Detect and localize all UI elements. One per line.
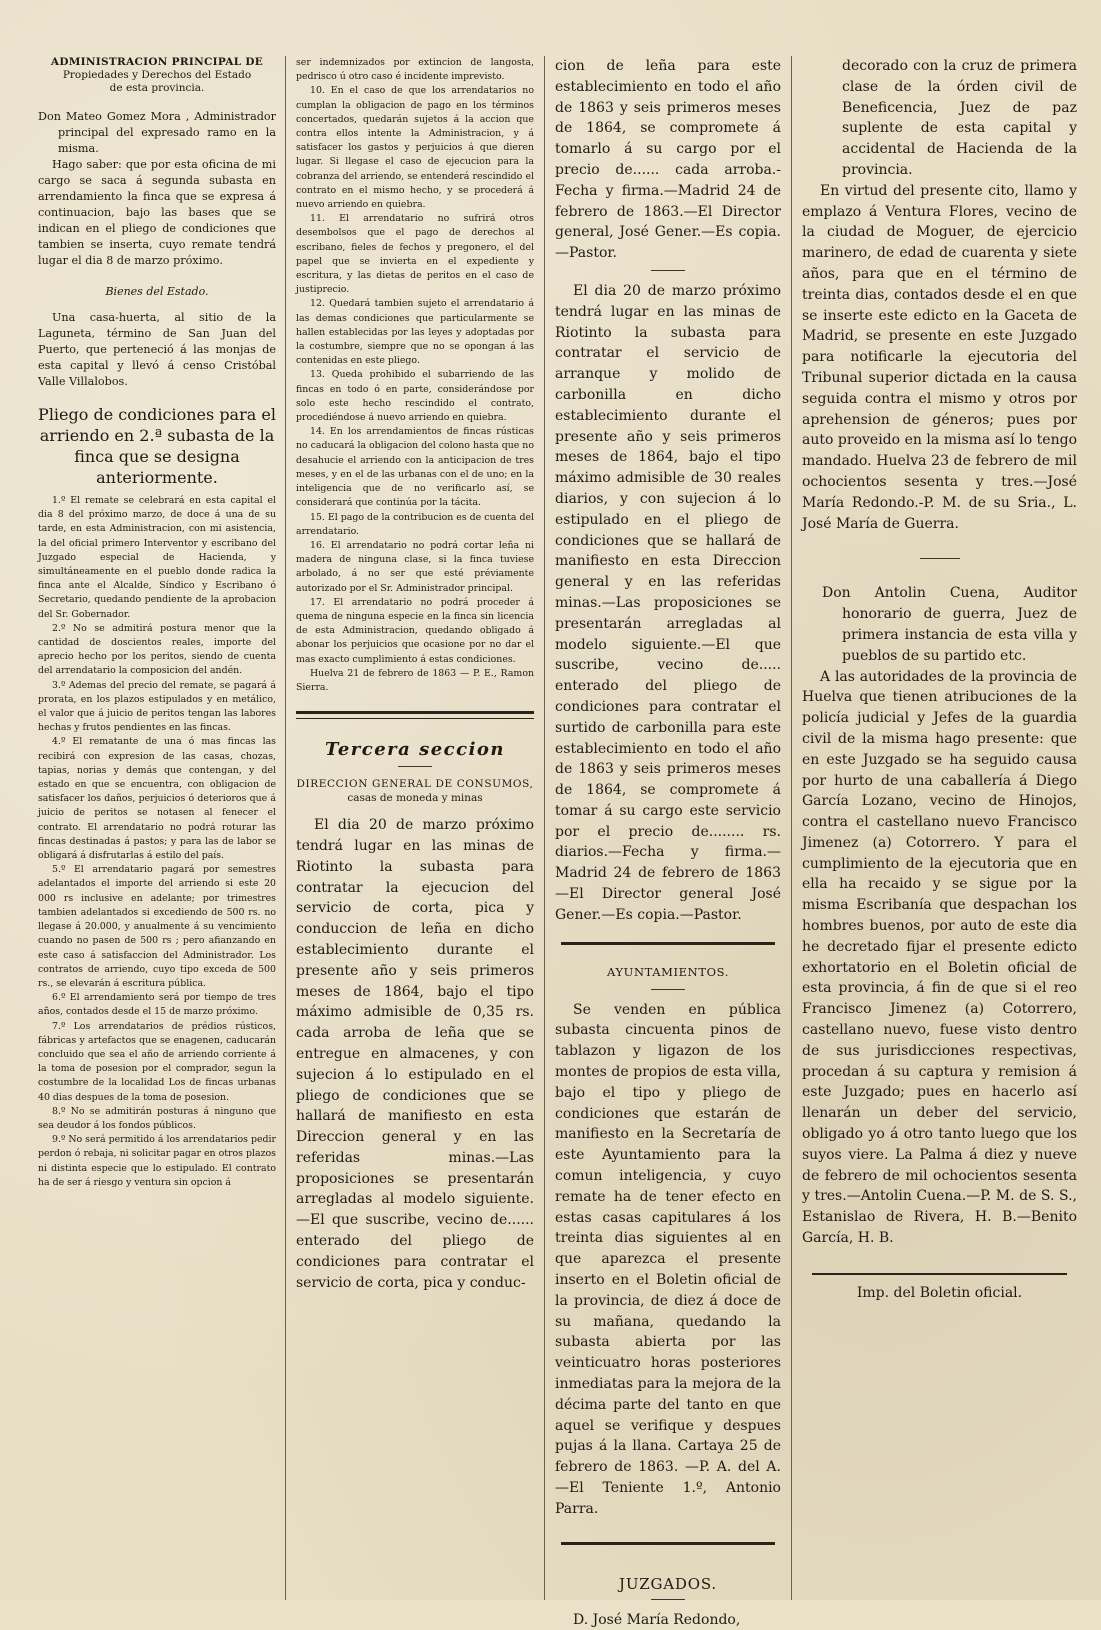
property-block (38, 310, 276, 390)
clause: 8.º No se admitirán posturas á ninguno que sea deudor á los fondos públicos. (38, 1105, 276, 1131)
notice-continuation (555, 56, 781, 264)
clause: 14. En los arrendamientos de fincas rústicas no caducará la obligacion del colono hasta que no desahucie el arriendo con la anticipacion de tres meses, y en el de las urbanas con el de uno; en la inteligencia que de no verificarlo así, se considerará que continúa por la tácita. (296, 426, 534, 509)
short-divider (920, 558, 960, 559)
clause: 9.º No será permitido á los arrendatarios pedir perdon ó rebaja, ni solicitar pagar en otros plazos ni distinta especie que lo estipulado. El contrato ha de ser á riesgo y ventura sin opcion á (38, 1134, 276, 1188)
department-title (296, 777, 534, 805)
clause: 17. El arrendatario no podrá proceder á quema de ninguna especie en la finca sin licencia de esta Administracion, quedando obligado á abonar los perjuicios que ocasione por no dar el mas exacto cumplimiento á estas condiciones. (296, 596, 534, 665)
redondo-title: decorado con la cruz de primera clase de la órden civil de Beneficencia, Juez de paz suplente de esta capital y accidental de Hacienda de la provincia. (842, 58, 1077, 178)
clause: 5.º El arrendatario pagará por semestres adelantados el importe del arriendo si este 20 000 rs inclusive en adelante; por trimestres tambien adelantados si excediendo de 500 rs. no llegase á 20.000, y anualmente á su vencimiento cuando no pasen de 500 rs ; pero afianzando en este caso á satisfaccion del Administrador. Los contratos de arriendo, cuyo tipo exceda de 500 rs., se elevarán á escritura pública. (38, 864, 276, 989)
intro-name: Don Mateo Gomez Mora , Administrador principal del expresado ramo en la misma. (38, 110, 276, 155)
column-3 (544, 56, 791, 1628)
pliego-title: Pliego de condiciones para el arriendo en 2.ª subasta de la finca que se designa anteriormente. (38, 405, 276, 487)
section-divider (561, 1542, 775, 1545)
column-2 (285, 56, 544, 1600)
redondo-notice (802, 56, 1077, 534)
carbonilla-text: El dia 20 de marzo próximo tendrá lugar en las minas de Riotinto la subasta para contratar el servicio de arranque y molido de carbonilla en dicho establecimiento durante el presente año y seis primeros meses de 1864, bajo el tipo máximo admisible de 30 reales diarios, y con sujecion á lo estipulado en el pliego de condiciones que se hallará de manifiesto en esta Direccion general y en las referidas minas.—Las proposiciones se presentarán arregladas al modelo siguiente.—El que suscribe, vecino de..... enterado del pliego de condiciones para contratar el surtido de carbonilla para este establecimiento en todo el año de 1863 y seis primeros meses de 1864, se compromete á tomar á su cargo este servicio por el precio de........ rs. diarios.—Fecha y firma.—Madrid 24 de febrero de 1863 —El Director general José Gener.—Es copia.—Pastor. (555, 282, 781, 923)
end-divider (812, 1273, 1067, 1275)
carbonilla-notice (555, 281, 781, 926)
juzgados-text: D. José María Redondo, (573, 1611, 741, 1628)
property-text: Una casa-huerta, al sitio de la Laguneta, término de San Juan del Puerto, que perteneció á las monjas de esta capital y llevó á censo Cristóbal Valle Villalobos. (38, 311, 276, 388)
clause: 16. El arrendatario no podrá cortar leña ni madera de ninguna clase, si la finca tuviese arbolado, á no ser que esté préviamente autorizado por el Sr. Administrador principal. (296, 539, 534, 594)
clause: 3.º Ademas del precio del remate, se pagará á prorata, en los plazos estipulados y en metálico, el valor que á juicio de peritos tengan las labores hechas y frutos pendientes en las fincas. (38, 679, 276, 734)
clause: 11. El arrendatario no sufrirá otros desembolsos que el pago de derechos al escribano, fieles de fechos y pregonero, el del papel que se invierta en el expediente y escritura, y las dietas de peritos en el caso de justiprecio. (296, 213, 534, 296)
ayuntamientos-title: AYUNTAMIENTOS. (607, 964, 729, 979)
intro (38, 109, 276, 269)
continuation-text: cion de leña para este establecimiento en todo el año de 1863 y seis primeros meses de 1864, se compromete á tomarlo á su cargo por el precio de...... cada arroba.-Fecha y firma.—Madrid 24 de febrero de 1863.—El Director general, José Gener.—Es copia.—Pastor. (555, 58, 781, 262)
columns (38, 56, 1077, 1628)
clauses-col1 (38, 494, 276, 1190)
cuena-text: A las autoridades de la provincia de Huelva que tienen atribuciones de la policía judicial y Jefes de la guardia civil de la misma hago presente: que en este Juzgado se ha seguido causa por hurto de una caballería á Diego García Lozano, vecino de Hinojos, contra el castellano nuevo Francisco Jimenez (a) Cotorrero. Y para el cumplimiento de la ejecutoria que en ella ha recaido y se sigue por la misma Escribanía que despachan los hombres buenos, por auto de este dia he decretado fijar el presente edicto exhortatorio en el Boletin oficial de esta provincia, á fin de que si el reo Francisco Jimenez (a) Cotorrero, castellano nuevo, fuese visto dentro de sus jurisdicciones respectivas, procedan á su captura y remision á este Juzgado; pues en hacerlo así llenarán un deber del servicio, obligado yo á otro tanto luego que los suyos viere. La Palma á diez y nueve de febrero de mil ochocientos sesenta y tres.—Antolin Cuena.—P. M. de S. S., Estanislao de Rivera, H. B.—Benito García, H. B. (802, 668, 1077, 1247)
clauses-col2 (296, 56, 534, 695)
imprint: Imp. del Boletin oficial. (856, 1284, 1023, 1301)
clause: 12. Quedará tambien sujeto el arrendatario á las demas condiciones que particularmente se hallen establecidas por las leyes y adoptadas por la costumbre, siempre que no se opongan á las contenidas en este pliego. (296, 298, 534, 367)
department-title-a: DIRECCION GENERAL DE CONSUMOS, (296, 778, 534, 791)
clause: 10. En el caso de que los arrendatarios no cumplan la obligacion de pago en los términos concertados, quedarán sujetos á la accion que contra ellos intente la Administracion, y á satisfacer los gastos y perjuicios á que dieren lugar. Si llegase el caso de ejecucion para la cobranza del arriendo, se entenderá rescindido el contrato en el mismo hecho, y se procederá á nuevo arriendo en quiebra. (296, 85, 534, 211)
short-divider (398, 766, 432, 767)
section-title: Tercera seccion (324, 739, 506, 761)
administracion-header (38, 56, 276, 95)
juzgados-title: JUZGADOS. (619, 1574, 717, 1593)
ayuntamientos-text: Se venden en pública subasta cincuenta pinos de tablazon y ligazon de los montes de propios de esta villa, bajo el tipo y pliego de condiciones que estarán de manifiesto en la Secretaría de este Ayuntamiento para la comun inteligencia, y cuyo remate ha de tener efecto en estas casas capitulares á los treinta dias siguientes al en que aparezca el presente inserto en el Boletin oficial de la provincia, de diez á doce de su mañana, quedando la subasta abierta por las veinticuatro horas posteriores inmediatas para la mejora de la décima parte del tanto en que aquel se verifique y despues pujas á la llana. Cartaya 25 de febrero de 1863. —P. A. del A.—El Teniente 1.º, Antonio Parra. (555, 1001, 781, 1517)
cuena-notice (802, 583, 1077, 1249)
department-title-b: casas de moneda y minas (347, 792, 483, 805)
header-line-2: Propiedades y Derechos del Estado (62, 69, 252, 81)
bienes-subhead: Bienes del Estado. (105, 285, 209, 298)
header-line-1: ADMINISTRACION PRINCIPAL DE (50, 56, 264, 68)
signoff: Huelva 21 de febrero de 1863 — P. E., Ramon Sierra. (296, 667, 534, 693)
short-divider (651, 1599, 685, 1600)
column-4 (791, 56, 1077, 1600)
consumos-body: El dia 20 de marzo próximo tendrá lugar en las minas de Riotinto la subasta para contratar la ejecucion del servicio de corta, pica y conduccion de leña en dicho establecimiento durante el presente año y seis primeros meses de 1864, bajo el tipo máximo admisible de 0,35 rs. cada arroba de leña que se entregue en almacenes, y con sujecion á lo estipulado en el pliego de condiciones que se hallará de manifiesto en esta Direccion general y en las referidas minas.—Las proposiciones se presentarán arregladas al modelo siguiente.—El que suscribe, vecino de...... enterado del pliego de condiciones para contratar el servicio de corta, pica y conduc- (296, 817, 534, 1291)
ayuntamientos-notice (555, 1000, 781, 1520)
clause: 4.º El rematante de una ó mas fincas las recibirá con expresion de las casas, chozas, tapias, norias y demás que contengan, y del estado en que se encuentra, con obligacion de satisfacer los daños, perjuicios ó deterioros que á juicio de peritos se notasen al fenecer el contrato. El arrendatario no podrá roturar las fincas destinadas á pastos; y para las de labor se obligará á disfrutarlas á estilo del país. (38, 736, 276, 862)
clause: 2.º No se admitirá postura menor que la cantidad de doscientos reales, importe del aprecio hecho por los peritos, siendo de cuenta del arrendatario la composicion del andén. (38, 622, 276, 677)
column-1 (38, 56, 285, 1600)
clause: 13. Queda prohibido el subarriendo de las fincas en todo ó en parte, considerándose por solo este hecho rescindido el contrato, procediéndose á nuevo arriendo en quiebra. (296, 369, 534, 424)
section-divider-thin (296, 718, 534, 719)
consumos-notice (296, 815, 534, 1293)
short-divider (651, 989, 685, 990)
section-divider (561, 942, 775, 945)
cuena-title: Don Antolin Cuena, Auditor honorario de guerra, Juez de primera instancia de esta villa y pueblos de su partido etc. (822, 585, 1077, 664)
clause: 7.º Los arrendatarios de prédios rústicos, fábricas y artefactos que se enagenen, caducarán concluido que sea el año de arriendo corriente á la toma de posesion por el comprador, segun la costumbre de la localidad Los de fincas urbanas 40 dias despues de la toma de posesion. (38, 1020, 276, 1103)
redondo-text: En virtud del presente cito, llamo y emplazo á Ventura Flores, vecino de la ciudad de Moguer, de ejercicio marinero, de edad de cuarenta y siete años, para que en el término de treinta dias, contados desde el en que se inserte este edicto en la Gaceta de Madrid, se presente en este Juzgado para notificarle la ejecutoria del Tribunal superior dictada en la causa seguida contra el mismo y otros por aprehension de géneros; pues por auto proveido en la misma así lo tengo mandado. Huelva 23 de febrero de mil ochocientos sesenta y tres.—José María Redondo.-P. M. de su Sria., L. José María de Guerra. (802, 182, 1077, 532)
clause: ser indemnizados por extincion de langosta, pedrisco ú otro caso é incidente imprevisto. (296, 57, 534, 83)
clause: 1.º El remate se celebrará en esta capital el dia 8 del próximo marzo, de doce á una de su tarde, en esta Administracion, con mi asistencia, la del oficial primero Interventor y escribano del Juzgado especial de Hacienda, y simultáneamente en el pueblo donde radica la finca ante el Alcalde, Síndico y Escribano ó Secretario, quedando pendiente de la aprobacion del Sr. Gobernador. (38, 495, 276, 620)
intro-body: Hago saber: que por esta oficina de mi cargo se saca á segunda subasta en arrendamiento la finca que se expresa á continuacion, bajo las bases que se indican en el pliego de condiciones que tambien se inserta, cuyo remate tendrá lugar el dia 8 de marzo próximo. (38, 158, 276, 267)
clause: 15. El pago de la contribucion es de cuenta del arrendatario. (296, 511, 534, 537)
juzgados-start (555, 1610, 781, 1630)
section-divider (296, 711, 534, 714)
short-divider (651, 270, 685, 271)
clause: 6.º El arrendamiento será por tiempo de tres años, contados desde el 15 de marzo próximo. (38, 992, 276, 1018)
header-line-3: de esta provincia. (109, 82, 205, 94)
